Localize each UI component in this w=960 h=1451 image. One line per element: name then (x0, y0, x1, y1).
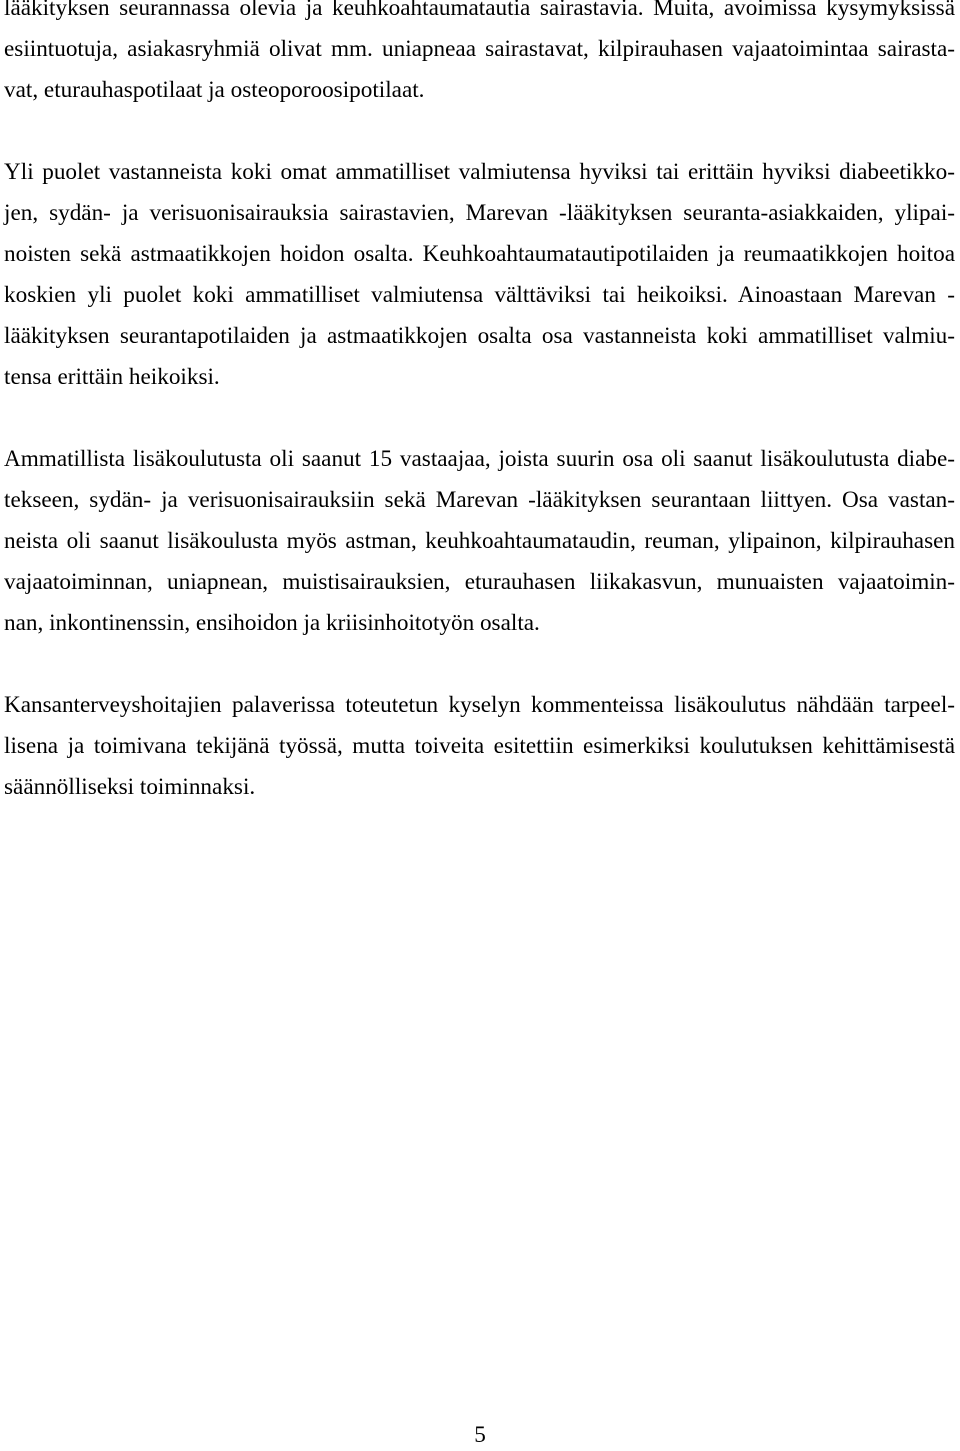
body-text (4, 0, 955, 849)
paragraph-3 (4, 439, 955, 644)
paragraph-4 (4, 685, 955, 808)
text-line: Ammatillista lisäkoulutusta oli saanut 15 vastaajaa, joista suurin osa oli saanut lisäkoulutusta diabe- (4, 446, 955, 472)
text-line: tekseen, sydän- ja verisuonisairauksiin sekä Marevan -lääkityksen seurantaan liittyen. Osa vastan- (4, 487, 955, 513)
text-line: lääkityksen seurannassa olevia ja keuhkoahtaumatautia sairastavia. Muita, avoimissa kysymyksissä (4, 0, 955, 21)
text-line: noisten sekä astmaatikkojen hoidon osalta. Keuhkoahtaumatautipotilaiden ja reumaatikkojen hoitoa (4, 241, 955, 267)
paragraph-2 (4, 152, 955, 398)
text-line: vat, eturauhaspotilaat ja osteoporoosipotilaat. (4, 77, 425, 103)
text-line: Yli puolet vastanneista koki omat ammatilliset valmiutensa hyviksi tai erittäin hyviksi diabeetikko- (4, 159, 955, 185)
text-line: koskien yli puolet koki ammatilliset valmiutensa välttäviksi tai heikoiksi. Ainoastaan Marevan - (4, 282, 955, 308)
text-line: tensa erittäin heikoiksi. (4, 364, 220, 390)
text-line: säännölliseksi toiminnaksi. (4, 774, 256, 800)
page-number: 5 (474, 1422, 486, 1448)
text-line: jen, sydän- ja verisuonisairauksia sairastavien, Marevan -lääkityksen seuranta-asiakkaiden, ylipai- (4, 200, 955, 226)
text-line: neista oli saanut lisäkoulusta myös astman, keuhkoahtaumataudin, reuman, ylipainon, kilpirauhasen (4, 528, 955, 554)
paragraph-1 (4, 0, 955, 111)
text-line: nan, inkontinenssin, ensihoidon ja kriisinhoitotyön osalta. (4, 610, 540, 636)
text-line: esiintuotuja, asiakasryhmiä olivat mm. uniapneaa sairastavat, kilpirauhasen vajaatoimintaa sairasta- (4, 36, 955, 62)
text-line: vajaatoiminnan, uniapnean, muistisairauksien, eturauhasen liikakasvun, munuaisten vajaatoimin- (4, 569, 955, 595)
text-line: lisena ja toimivana tekijänä työssä, mutta toiveita esitettiin esimerkiksi koulutuksen kehittämisestä (4, 733, 955, 759)
text-line: Kansanterveyshoitajien palaverissa toteutetun kyselyn kommenteissa lisäkoulutus nähdään tarpeel- (4, 692, 955, 718)
text-line: lääkityksen seurantapotilaiden ja astmaatikkojen osalta osa vastanneista koki ammatilliset valmiu- (4, 323, 955, 349)
